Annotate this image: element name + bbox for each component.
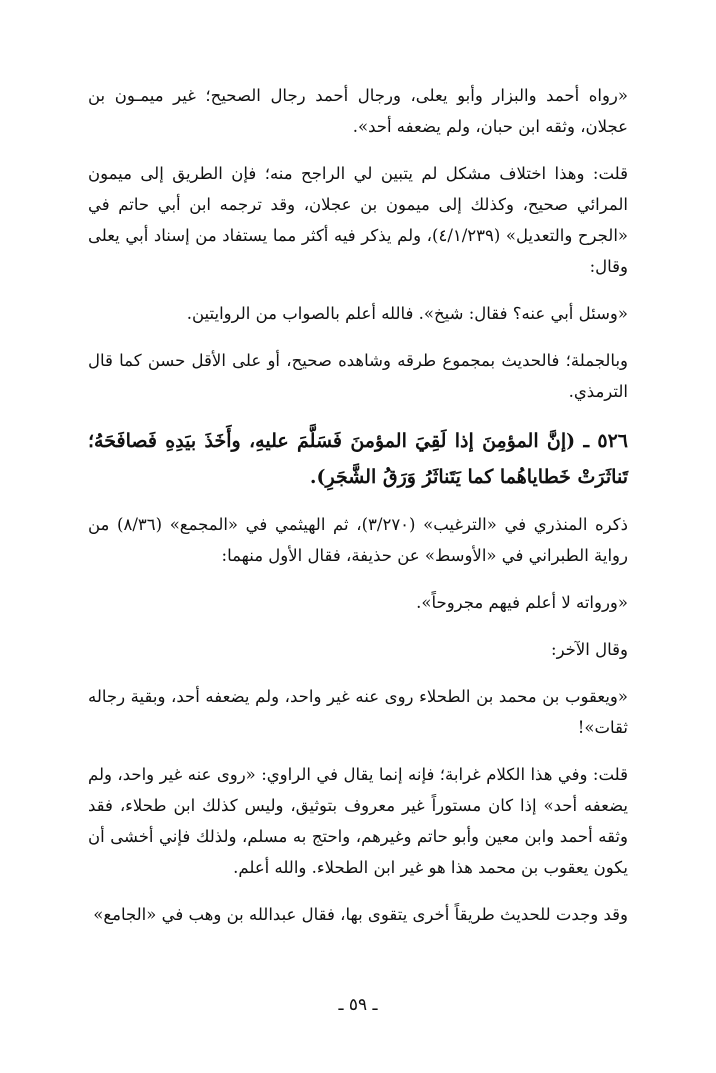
page-body — [88, 80, 628, 946]
paragraph-haythami-intro: وقال الآخر: — [551, 640, 628, 659]
paragraph-takhrij: ذكره المنذري في «الترغيب» (٣/٢٧٠)، ثم الهيثمي في «المجمع» (٨/٣٦) من رواية الطبراني في «الأوسط» عن حذيفة، فقال الأول منهما: — [88, 515, 628, 565]
paragraph-haythami-quote: «ويعقوب بن محمد بن الطحلاء روى عنه غير واحد، ولم يضعفه أحد، وبقية رجاله ثقات»! — [88, 687, 628, 737]
paragraph-summary: وبالجملة؛ فالحديث بمجموع طرقه وشاهده صحيح، أو على الأقل حسن كما قال الترمذي. — [88, 351, 628, 401]
paragraph-author-comment: قلت: وهذا اختلاف مشكل لم يتبين لي الراجح منه؛ فإن الطريق إلى ميمون المرائي صحيح، وكذلك إلى ميمون بن عجلان، وقد ترجمه ابن أبي حاتم في «الجرح والتعديل» (٤/١/٢٣٩)، ولم يذكر فيه أكثر مما يستفاد من إسناد أبي يعلى وقال: — [88, 164, 628, 276]
paragraph-author-critique: قلت: وفي هذا الكلام غرابة؛ فإنه إنما يقال في الراوي: «روى عنه غير واحد، ولم يضعفه أحد» إذا كان مستوراً غير معروف بتوثيق، وليس كذلك ابن طحلاء، فقد وثقه أحمد وابن معين وأبو حاتم وغيرهم، واحتج به مسلم، ولذلك فإني أخشى أن يكون يعقوب بن محمد هذا هو غير ابن الطحلاء. والله أعلم. — [88, 765, 628, 877]
paragraph-abu-hatim-quote: «وسئل أبي عنه؟ فقال: شيخ». فالله أعلم بالصواب من الروايتين. — [186, 304, 628, 323]
page-number: ـ ٥٩ ـ — [338, 995, 378, 1015]
paragraph-additional-route: وقد وجدت للحديث طريقاً أخرى يتقوى بها، فقال عبدالله بن وهب في «الجامع» — [93, 905, 628, 924]
paragraph-majma-quote: «رواه أحمد والبزار وأبو يعلى، ورجال أحمد رجال الصحيح؛ غير ميمـون بن عجلان، وثقه ابن حبان، ولم يضعفه أحد». — [88, 86, 628, 136]
hadith-heading-526: ٥٢٦ ـ (إنَّ المؤمِنَ إذا لَقِيَ المؤمنَ فَسَلَّمَ عليهِ، وأَخَذَ بيَدِهِ فَصافَحَهُ؛ تَناثَرَتْ خَطاياهُما كما يَتَناثَرُ وَرَقُ الشَّجَرِ). — [88, 430, 628, 488]
paragraph-mundhiri-quote: «ورواته لا أعلم فيهم مجروحاً». — [416, 593, 628, 612]
